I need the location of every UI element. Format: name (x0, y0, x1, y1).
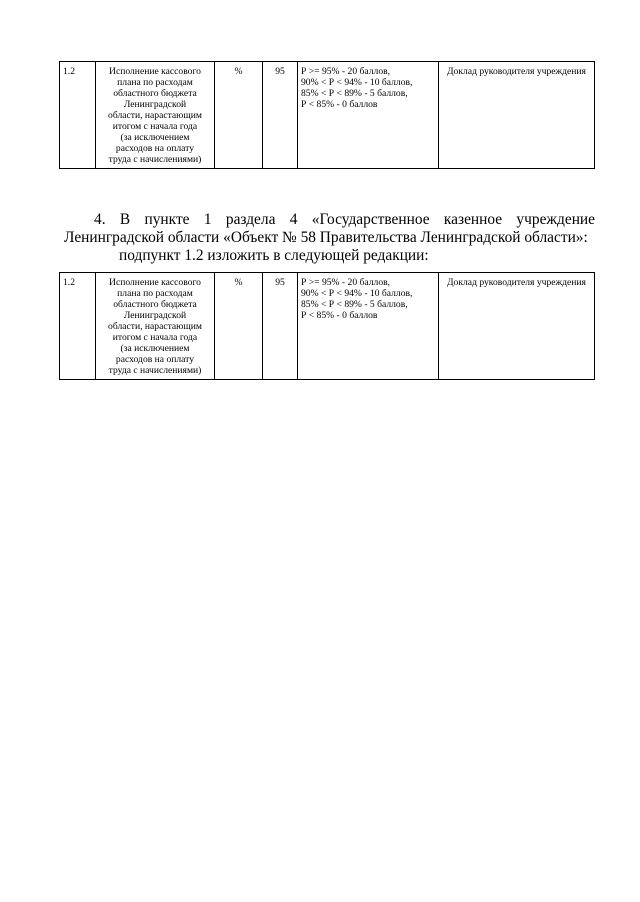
indicator-name-line: труда с начислениями) (108, 154, 202, 165)
item-number-cell: 1.2 (60, 273, 96, 380)
criteria-line: Р < 85% - 0 баллов (301, 310, 378, 321)
criteria-line: 90% < Р < 94% - 10 баллов, (301, 77, 413, 88)
criteria-line: 85% < Р < 89% - 5 баллов, (301, 299, 408, 310)
indicator-name-line: Исполнение кассового (109, 66, 201, 77)
indicator-name-line: (за исключением (120, 343, 190, 354)
scoring-criteria-cell (298, 62, 439, 169)
criteria-line: Р < 85% - 0 баллов (301, 99, 378, 110)
indicator-name-cell (96, 62, 215, 169)
criteria-table-amended (59, 272, 595, 380)
unit-cell: % (215, 273, 263, 380)
indicator-name-line: итогом с начала года (112, 332, 198, 343)
indicator-name-cell (96, 273, 215, 380)
table-row (60, 273, 595, 380)
target-value-cell: 95 (263, 62, 298, 169)
criteria-table-original (59, 61, 595, 169)
scoring-criteria-cell (298, 273, 439, 380)
indicator-name-line: труда с начислениями) (108, 365, 202, 376)
table-row (60, 62, 595, 169)
criteria-line: 85% < Р < 89% - 5 баллов, (301, 88, 408, 99)
criteria-line: Р >= 95% - 20 баллов, (301, 66, 391, 77)
indicator-name-line: плана по расходам (117, 77, 193, 88)
indicator-name-line: (за исключением (120, 132, 190, 143)
indicator-name-line: плана по расходам (117, 288, 193, 299)
source-cell: Доклад руководителя учреждения (439, 273, 595, 380)
indicator-name-line: Исполнение кассового (109, 277, 201, 288)
paragraph-line-1: 4. В пункте 1 раздела 4 «Государственное казенное учреждение (94, 211, 595, 228)
indicator-name-line: области, нарастающим (108, 321, 202, 332)
unit-cell: % (215, 62, 263, 169)
indicator-name-line: расходов на оплату (115, 143, 195, 154)
criteria-line: 90% < Р < 94% - 10 баллов, (301, 288, 413, 299)
item-number-cell: 1.2 (60, 62, 96, 169)
source-cell: Доклад руководителя учреждения (439, 62, 595, 169)
indicator-name-line: областного бюджета (113, 88, 197, 99)
indicator-name-line: областного бюджета (113, 299, 197, 310)
indicator-name-line: расходов на оплату (115, 354, 195, 365)
indicator-name-line: области, нарастающим (108, 110, 202, 121)
target-value-cell: 95 (263, 273, 298, 380)
paragraph-line-2: Ленинградской области «Объект № 58 Правительства Ленинградской области»: (64, 229, 588, 246)
criteria-line: Р >= 95% - 20 баллов, (301, 277, 391, 288)
indicator-name-line: Ленинградской (123, 99, 187, 110)
indicator-name-line: итогом с начала года (112, 121, 198, 132)
paragraph-line-3: подпункт 1.2 изложить в следующей редакции: (119, 247, 429, 264)
indicator-name-line: Ленинградской (123, 310, 187, 321)
amendment-paragraph (64, 211, 595, 265)
